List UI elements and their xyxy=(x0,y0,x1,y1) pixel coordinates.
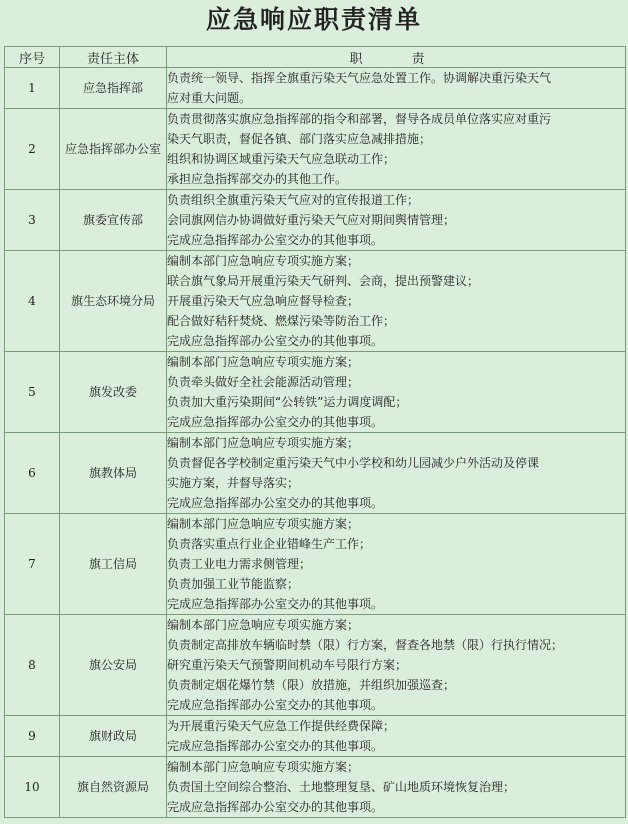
row-duties xyxy=(167,251,626,352)
row-seq-no: 7 xyxy=(5,514,60,615)
row-duties xyxy=(167,109,626,190)
row-responsible-unit: 旗教体局 xyxy=(60,433,167,514)
row-responsible-unit: 旗发改委 xyxy=(60,352,167,433)
row-seq-no: 3 xyxy=(5,190,60,251)
row-duties xyxy=(167,433,626,514)
table-row xyxy=(5,190,626,251)
duty-line: 负责督促各学校制定重污染天气中小学校和幼儿园减少户外活动及停课 xyxy=(167,456,540,470)
table-row xyxy=(5,433,626,514)
duty-line: 完成应急指挥部办公室交办的其他事项。 xyxy=(167,698,384,712)
duty-line: 开展重污染天气应急响应督导检查； xyxy=(167,294,360,308)
table-row xyxy=(5,251,626,352)
table-header-row xyxy=(5,47,626,68)
duty-line: 染天气职责，督促各镇、部门落实应急减排措施； xyxy=(167,132,432,146)
duty-line: 编制本部门应急响应专项实施方案； xyxy=(167,517,360,531)
duty-line: 完成应急指挥部办公室交办的其他事项。 xyxy=(167,739,384,753)
duty-line: 编制本部门应急响应专项实施方案； xyxy=(167,760,360,774)
row-seq-no: 1 xyxy=(5,68,60,109)
duty-line: 负责工业电力需求侧管理； xyxy=(167,557,312,571)
duty-line: 完成应急指挥部办公室交办的其他事项。 xyxy=(167,233,384,247)
row-duties xyxy=(167,190,626,251)
table-row xyxy=(5,68,626,109)
row-seq-no: 6 xyxy=(5,433,60,514)
duty-line: 负责制定高排放车辆临时禁（限）行方案，督查各地禁（限）行执行情况； xyxy=(167,638,564,652)
duty-line: 组织和协调区域重污染天气应急联动工作； xyxy=(167,152,396,166)
row-duties xyxy=(167,514,626,615)
row-duties xyxy=(167,757,626,818)
duty-line: 会同旗网信办协调做好重污染天气应对期间舆情管理； xyxy=(167,213,456,227)
row-duties xyxy=(167,716,626,757)
table-row xyxy=(5,352,626,433)
duty-line: 联合旗气象局开展重污染天气研判、会商，提出预警建议； xyxy=(167,274,480,288)
responsibility-table xyxy=(4,46,626,818)
table-row xyxy=(5,757,626,818)
table-row xyxy=(5,514,626,615)
row-seq-no: 8 xyxy=(5,615,60,716)
row-responsible-unit: 应急指挥部 xyxy=(60,68,167,109)
duty-line: 完成应急指挥部办公室交办的其他事项。 xyxy=(167,597,384,611)
row-responsible-unit: 旗公安局 xyxy=(60,615,167,716)
duty-line: 配合做好秸秆焚烧、燃煤污染等防治工作； xyxy=(167,314,396,328)
duty-line: 完成应急指挥部办公室交办的其他事项。 xyxy=(167,800,384,814)
duty-line: 研究重污染天气预警期间机动车号限行方案； xyxy=(167,658,408,672)
duty-line: 负责组织全旗重污染天气应对的宣传报道工作； xyxy=(167,193,420,207)
duty-line: 负责加大重污染期间“公转铁”运力调度调配； xyxy=(167,395,408,409)
row-responsible-unit: 旗工信局 xyxy=(60,514,167,615)
header-responsible-unit: 责任主体 xyxy=(60,47,167,68)
duty-line: 承担应急指挥部交办的其他工作。 xyxy=(167,172,348,186)
duty-line: 实施方案，并督导落实； xyxy=(167,476,300,490)
row-duties xyxy=(167,615,626,716)
row-duties xyxy=(167,352,626,433)
row-responsible-unit: 旗财政局 xyxy=(60,716,167,757)
row-responsible-unit: 应急指挥部办公室 xyxy=(60,109,167,190)
duty-line: 编制本部门应急响应专项实施方案； xyxy=(167,355,360,369)
duty-line: 完成应急指挥部办公室交办的其他事项。 xyxy=(167,496,384,510)
duty-line: 负责制定烟花爆竹禁（限）放措施，并组织加强巡查； xyxy=(167,678,456,692)
duty-line: 负责国土空间综合整治、土地整理复垦、矿山地质环境恢复治理； xyxy=(167,780,516,794)
row-responsible-unit: 旗生态环境分局 xyxy=(60,251,167,352)
duty-line: 负责牵头做好全社会能源活动管理； xyxy=(167,375,360,389)
row-seq-no: 4 xyxy=(5,251,60,352)
duty-line: 为开展重污染天气应急工作提供经费保障； xyxy=(167,719,396,733)
table-row xyxy=(5,716,626,757)
duty-line: 编制本部门应急响应专项实施方案； xyxy=(167,436,360,450)
header-seq-no: 序号 xyxy=(5,47,60,68)
table-body xyxy=(5,68,626,818)
duty-line: 完成应急指挥部办公室交办的其他事项。 xyxy=(167,334,384,348)
row-seq-no: 9 xyxy=(5,716,60,757)
row-responsible-unit: 旗委宣传部 xyxy=(60,190,167,251)
duty-line: 编制本部门应急响应专项实施方案； xyxy=(167,254,360,268)
table-row xyxy=(5,109,626,190)
duty-line: 负责统一领导、指挥全旗重污染天气应急处置工作。协调解决重污染天气 xyxy=(167,71,552,85)
header-duties: 职 责 xyxy=(167,47,626,68)
row-duties xyxy=(167,68,626,109)
duty-line: 负责加强工业节能监察； xyxy=(167,577,300,591)
page-title: 应急响应职责清单 xyxy=(205,5,422,34)
duty-line: 负责落实重点行业企业错峰生产工作； xyxy=(167,537,372,551)
row-seq-no: 2 xyxy=(5,109,60,190)
duty-line: 应对重大问题。 xyxy=(167,91,252,105)
row-seq-no: 10 xyxy=(5,757,60,818)
row-responsible-unit: 旗自然资源局 xyxy=(60,757,167,818)
table-row xyxy=(5,615,626,716)
row-seq-no: 5 xyxy=(5,352,60,433)
duty-line: 完成应急指挥部办公室交办的其他事项。 xyxy=(167,415,384,429)
duty-line: 负责贯彻落实旗应急指挥部的指令和部署，督导各成员单位落实应对重污 xyxy=(167,112,552,126)
duty-line: 编制本部门应急响应专项实施方案； xyxy=(167,618,360,632)
